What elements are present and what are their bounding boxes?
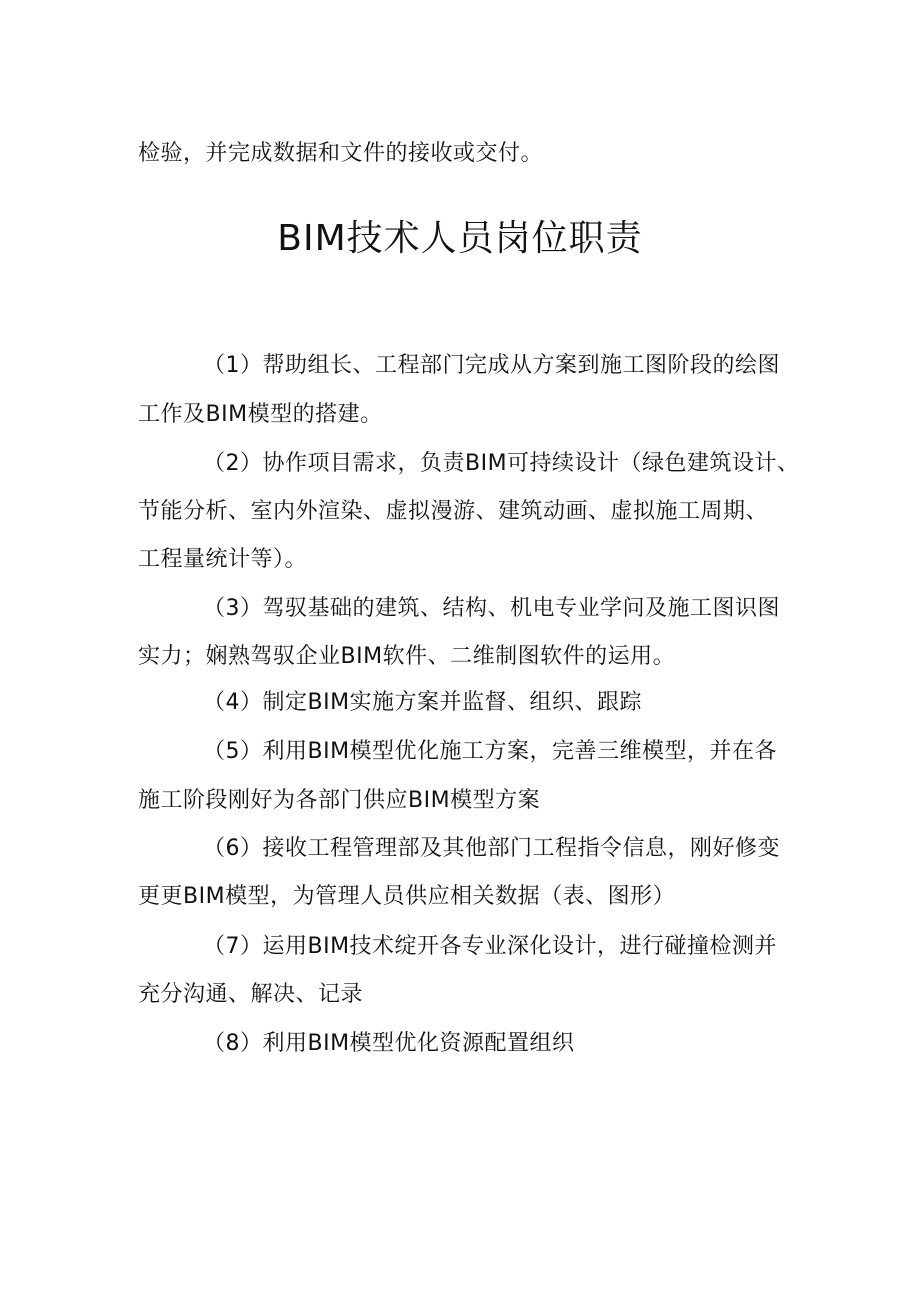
item-5-line-2: 施工阶段刚好为各部门供应BIM模型方案 [138,788,541,813]
page-title: BIM技术人员岗位职责 [277,218,643,259]
item-3-line-2: 实力；娴熟驾驭企业BIM软件、二维制图软件的运用。 [138,644,676,669]
item-6-line-2: 更更BIM模型，为管理人员供应相关数据（表、图形） [138,884,676,909]
item-3-line-1: （3）驾驭基础的建筑、结构、机电专业学问及施工图识图 [203,596,780,621]
item-7-line-1: （7）运用BIM技术绽开各专业深化设计，进行碰撞检测并 [203,934,778,959]
item-2-line-2: 节能分析、室内外渲染、虚拟漫游、建筑动画、虚拟施工周期、 [138,499,769,524]
intro-line: 检验，并完成数据和文件的接收或交付。 [138,141,544,166]
item-1-line-1: （1）帮助组长、工程部门完成从方案到施工图阶段的绘图 [203,353,780,378]
item-4-line-1: （4）制定BIM实施方案并监督、组织、跟踪 [203,690,643,715]
item-1-line-2: 工作及BIM模型的搭建。 [138,402,383,427]
item-2-line-1: （2）协作项目需求，负责BIM可持续设计（绿色建筑设计、 [203,451,800,476]
item-6-line-1: （6）接收工程管理部及其他部门工程指令信息，刚好修变 [203,836,780,861]
item-8-line-1: （8）利用BIM模型优化资源配置组织 [203,1031,575,1056]
item-5-line-1: （5）利用BIM模型优化施工方案，完善三维模型，并在各 [203,739,778,764]
item-7-line-2: 充分沟通、解决、记录 [138,982,364,1007]
item-2-line-3: 工程量统计等）。 [138,547,308,572]
